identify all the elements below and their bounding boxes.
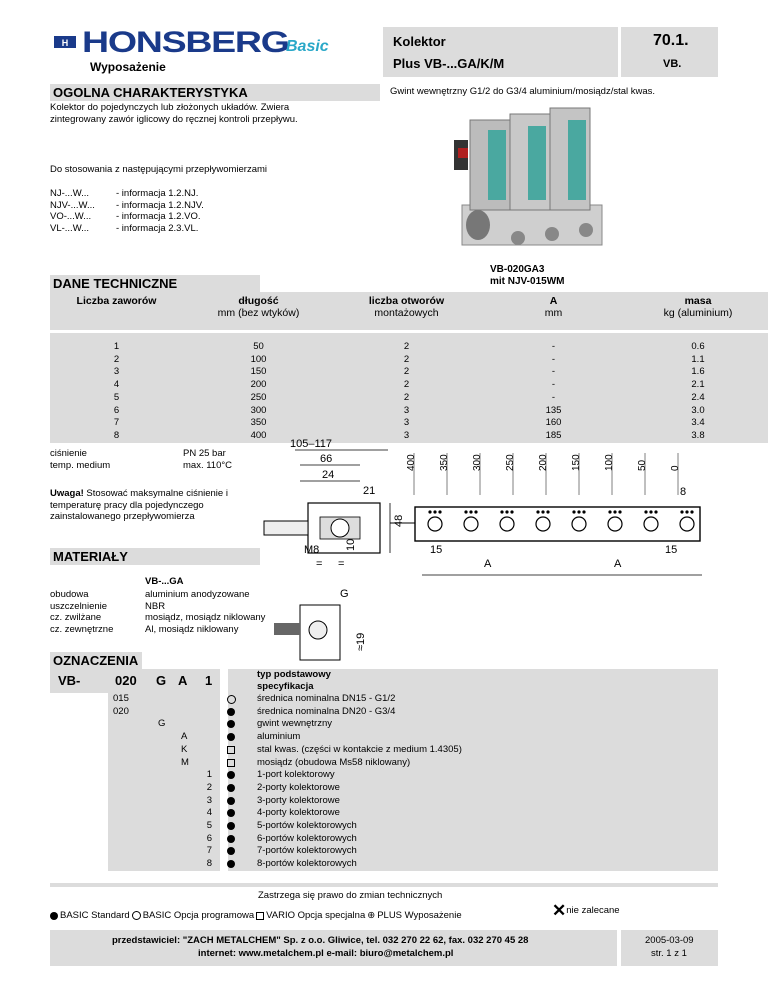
warning: Uwaga! Stosować maksymalne ciśnienie i temperaturę pracy dla pojedynczego zainstalowanego przepływomierza bbox=[50, 488, 228, 522]
code-description: 7-portów kolektorowych bbox=[257, 845, 357, 857]
code-description: aluminium bbox=[257, 731, 301, 743]
pin-dot bbox=[500, 510, 503, 513]
a-value: 185 bbox=[545, 429, 562, 441]
material-row: obudowa aluminium anodyzowane bbox=[50, 589, 250, 600]
valve-count: 8 bbox=[113, 429, 120, 441]
mass-value: 0.6 bbox=[691, 341, 705, 352]
basic-dot-icon bbox=[227, 809, 235, 822]
cells-length bbox=[185, 333, 332, 443]
code-description: 3-porty kolektorowe bbox=[257, 794, 340, 806]
valve-count: 4 bbox=[113, 379, 120, 391]
length-value: 50 bbox=[253, 341, 264, 352]
vario-square-icon bbox=[256, 912, 264, 920]
holes-value: 3 bbox=[403, 429, 410, 441]
scale-label: 300 bbox=[472, 454, 483, 471]
basic-dot-icon bbox=[50, 912, 58, 920]
code-c2: G bbox=[156, 673, 167, 688]
mass-value: 3.4 bbox=[691, 417, 705, 429]
pin-dot bbox=[505, 510, 508, 513]
option-circle-icon bbox=[227, 695, 236, 709]
cross-icon: ✕ bbox=[552, 901, 567, 920]
port-circle bbox=[428, 517, 442, 531]
cells-mass bbox=[628, 333, 768, 443]
pin-dot bbox=[433, 510, 436, 513]
header-subtitle: Wyposażenie bbox=[90, 60, 166, 74]
code-description: 5-portów kolektorowych bbox=[257, 820, 357, 831]
scale-label: 350 bbox=[439, 454, 450, 471]
doc-date: 2005-03-09 bbox=[645, 935, 694, 946]
section-tech-heading: DANE TECHNICZNE bbox=[50, 275, 260, 292]
section-materials-heading: MATERIAŁY bbox=[50, 548, 260, 565]
a-value: - bbox=[551, 366, 556, 378]
photo-caption-1: VB-020GA3 bbox=[490, 264, 545, 275]
product-model: Plus VB-...GA/K/M bbox=[393, 56, 505, 71]
col-a: A mm bbox=[481, 292, 626, 330]
code-col1: 020 bbox=[113, 705, 129, 717]
pin-dot bbox=[577, 510, 580, 513]
mass-value: 3.0 bbox=[691, 404, 705, 416]
dim-24: 24 bbox=[322, 469, 335, 481]
section-codes-heading: OZNACZENIA bbox=[50, 652, 142, 669]
pin-dot bbox=[680, 510, 683, 513]
scale-label: 400 bbox=[406, 454, 417, 471]
cells-holes bbox=[334, 333, 479, 443]
basic-dot-icon bbox=[227, 797, 235, 810]
code-description: 8-portów kolektorowych bbox=[257, 858, 357, 870]
photo-caption-2: mit NJV-015WM bbox=[490, 276, 565, 287]
code-description: 6-portów kolektorowych bbox=[257, 832, 357, 844]
pin-dot bbox=[469, 510, 472, 513]
port-circle bbox=[464, 517, 478, 531]
code-description: stal kwas. (części w kontakcie z medium 1.4305) bbox=[257, 743, 462, 755]
pin-dot bbox=[644, 510, 647, 513]
col-holes: liczba otworów montażowych bbox=[334, 292, 479, 330]
material-row: cz. zewnętrzne Al, mosiądz niklowany bbox=[50, 623, 239, 635]
port-circle bbox=[644, 517, 658, 531]
valve-count: 3 bbox=[113, 366, 120, 378]
dim-15a: 15 bbox=[430, 544, 443, 556]
code-description: 4-porty kolektorowe bbox=[257, 807, 340, 819]
logo-sub: Basic bbox=[286, 38, 329, 55]
a-value: - bbox=[551, 353, 556, 365]
rep-line-2: internet: www.metalchem.pl e-mail: biuro@metalchem.pl bbox=[198, 948, 454, 959]
code-col4: 5 bbox=[206, 820, 212, 831]
code-col4: 8 bbox=[206, 858, 212, 870]
dim-21: 21 bbox=[363, 485, 376, 497]
pin-dot bbox=[541, 510, 544, 513]
code-c4: 1 bbox=[205, 673, 213, 688]
basic-dot-icon bbox=[227, 822, 235, 835]
legend: BASIC Standard BASIC Opcja programowa VARIO Opcja specjalna ⊕ PLUS Wyposażenie bbox=[50, 910, 464, 922]
dim-10: 10 bbox=[345, 538, 357, 551]
pin-dot bbox=[428, 510, 431, 513]
pin-dot bbox=[582, 510, 585, 513]
meter-row: VO-...W... - informacja 1.2.VO. bbox=[50, 211, 201, 222]
holes-value: 2 bbox=[403, 341, 410, 352]
holes-value: 3 bbox=[403, 404, 410, 416]
mass-value: 2.4 bbox=[691, 391, 705, 403]
materials-list bbox=[50, 589, 265, 635]
port-circle bbox=[680, 517, 694, 531]
length-value: 350 bbox=[250, 417, 267, 429]
scale-label: 200 bbox=[538, 454, 549, 471]
port-circle bbox=[572, 517, 586, 531]
code-col4: 2 bbox=[206, 781, 212, 793]
code-col3: A bbox=[181, 731, 188, 743]
a-value: - bbox=[551, 379, 556, 391]
codes-typ-2: specyfikacja bbox=[257, 681, 314, 692]
code-col4: 4 bbox=[206, 807, 212, 819]
code-col4: 6 bbox=[206, 832, 212, 844]
section-general-heading: OGOLNA CHARAKTERYSTYKA bbox=[50, 84, 380, 101]
materials-col-title: VB-...GA bbox=[145, 576, 184, 587]
dim-19: ≈19 bbox=[355, 632, 367, 651]
code-col3: M bbox=[181, 756, 189, 768]
cells-a bbox=[481, 333, 626, 443]
code-description: średnica nominalna DN15 - G1/2 bbox=[257, 693, 396, 704]
basic-dot-icon bbox=[227, 771, 235, 784]
basic-dot-icon bbox=[227, 720, 235, 733]
dim-48: 48 bbox=[393, 514, 405, 527]
temp-label: temp. medium bbox=[50, 460, 111, 471]
pin-dot bbox=[649, 510, 652, 513]
tech-table bbox=[50, 292, 768, 443]
mass-value: 3.8 bbox=[691, 429, 705, 441]
scale-label: 50 bbox=[637, 459, 648, 471]
general-desc-2: zintegrowany zawór iglicowy do ręcznej kontroli przepływu. bbox=[50, 114, 298, 125]
dim-15b: 15 bbox=[665, 544, 678, 556]
codes-typ-1: typ podstawowy bbox=[257, 669, 331, 680]
scale-label: 0 bbox=[670, 465, 681, 471]
length-value: 150 bbox=[250, 366, 267, 378]
footer-bar bbox=[50, 883, 718, 887]
a-value: 135 bbox=[545, 404, 562, 416]
holes-value: 3 bbox=[403, 417, 410, 429]
vario-square-icon bbox=[227, 746, 235, 759]
dim-m8: M8 bbox=[304, 544, 320, 556]
code-description: średnica nominalna DN20 - G3/4 bbox=[257, 705, 396, 717]
col-length: długość mm (bez wtyków) bbox=[185, 292, 332, 330]
code-col2: G bbox=[158, 718, 166, 730]
valve-count: 2 bbox=[113, 353, 120, 365]
code-col4: 1 bbox=[206, 769, 212, 781]
basic-dot-icon bbox=[227, 708, 235, 721]
mass-value: 2.1 bbox=[691, 379, 705, 391]
holes-value: 2 bbox=[403, 366, 410, 378]
code-c3: A bbox=[178, 673, 188, 688]
scale-label: 250 bbox=[505, 454, 516, 471]
doc-code-sub: VB. bbox=[663, 58, 682, 70]
length-value: 200 bbox=[250, 379, 267, 391]
port-circle bbox=[536, 517, 550, 531]
port-circle bbox=[500, 517, 514, 531]
code-description: gwint wewnętrzny bbox=[257, 718, 332, 730]
use-with: Do stosowania z następującymi przepływomierzami bbox=[50, 164, 268, 175]
code-col3: K bbox=[181, 743, 188, 755]
length-value: 400 bbox=[250, 429, 267, 441]
dim-a1: A bbox=[484, 558, 492, 570]
pin-dot bbox=[608, 510, 611, 513]
pin-dot bbox=[685, 510, 688, 513]
dim-66: 66 bbox=[320, 453, 333, 465]
product-name: Kolektor bbox=[393, 34, 446, 49]
technical-drawing bbox=[260, 435, 720, 685]
dim-a2: A bbox=[614, 558, 622, 570]
pin-dot bbox=[464, 510, 467, 513]
basic-dot-icon bbox=[227, 733, 235, 746]
col-mass: masa kg (aluminium) bbox=[628, 292, 768, 330]
material-row: cz. zwilżane mosiądz, mosiądz niklowany bbox=[50, 612, 266, 623]
a-value: - bbox=[551, 341, 556, 352]
general-desc-1: Kolektor do pojedynczych lub złożonych układów. Zwiera bbox=[50, 102, 290, 113]
valve-count: 5 bbox=[113, 391, 120, 403]
pin-dot bbox=[536, 510, 539, 513]
temp-value: max. 110°C bbox=[183, 460, 233, 471]
basic-dot-icon bbox=[227, 784, 235, 797]
code-description: mosiądz (obudowa Ms58 niklowany) bbox=[257, 756, 411, 768]
pin-dot bbox=[572, 510, 575, 513]
meter-list bbox=[50, 188, 204, 234]
dim-8: 8 bbox=[680, 486, 687, 498]
dim-g: G bbox=[340, 588, 349, 600]
length-scale bbox=[406, 453, 681, 495]
code-prefix: VB- bbox=[58, 673, 81, 688]
scale-label: 100 bbox=[604, 454, 615, 471]
meter-row: VL-...W... - informacja 2.3.VL. bbox=[50, 222, 199, 234]
basic-dot-icon bbox=[227, 835, 235, 848]
product-photo bbox=[440, 100, 620, 260]
option-circle-icon bbox=[132, 911, 141, 920]
pressure-value: PN 25 bar bbox=[183, 448, 226, 459]
legend-not: ✕ nie zalecane bbox=[552, 901, 620, 920]
length-value: 300 bbox=[250, 404, 267, 416]
holes-value: 2 bbox=[403, 391, 410, 403]
pin-dot bbox=[618, 510, 621, 513]
thread-note: Gwint wewnętrzny G1/2 do G3/4 aluminium/mosiądz/stal kwas. bbox=[390, 86, 656, 97]
pin-dot bbox=[546, 510, 549, 513]
eq-2: = bbox=[338, 558, 345, 570]
reserve-note: Zastrzega się prawo do zmian technicznych bbox=[258, 890, 443, 901]
pin-dot bbox=[690, 510, 693, 513]
doc-page: str. 1 z 1 bbox=[651, 948, 687, 959]
valve-count: 1 bbox=[113, 341, 120, 352]
svg-text:H: H bbox=[61, 38, 69, 48]
code-col1: 015 bbox=[113, 693, 129, 704]
pin-dot bbox=[474, 510, 477, 513]
a-value: 160 bbox=[545, 417, 562, 429]
code-col4: 7 bbox=[206, 845, 212, 857]
rep-line-1: przedstawiciel: "ZACH METALCHEM" Sp. z o.o. Gliwice, tel. 032 270 22 62, fax. 032 270 45 28 bbox=[112, 935, 529, 946]
mass-value: 1.1 bbox=[691, 353, 705, 365]
pin-dot bbox=[438, 510, 441, 513]
a-value: - bbox=[551, 391, 556, 403]
pressure-label: ciśnienie bbox=[50, 448, 87, 459]
meter-row: NJV-...W... - informacja 1.2.NJV. bbox=[50, 199, 204, 211]
code-col4: 3 bbox=[206, 794, 212, 806]
vario-square-icon bbox=[227, 759, 235, 772]
doc-code: 70.1. bbox=[653, 32, 689, 49]
col-valves: Liczba zaworów bbox=[50, 292, 183, 330]
holes-value: 2 bbox=[403, 379, 410, 391]
cells-valves bbox=[50, 333, 183, 443]
logo-main: HONSBERG bbox=[82, 26, 289, 59]
valve-count: 6 bbox=[113, 404, 120, 416]
code-description: 1-port kolektorowy bbox=[257, 769, 335, 781]
scale-label: 150 bbox=[571, 454, 582, 471]
port-circle bbox=[608, 517, 622, 531]
length-value: 250 bbox=[250, 391, 267, 403]
pin-dot bbox=[613, 510, 616, 513]
basic-dot-icon bbox=[227, 847, 235, 860]
dim-top: 105–117 bbox=[290, 438, 333, 450]
length-value: 100 bbox=[250, 353, 267, 365]
code-c1: 020 bbox=[115, 673, 137, 688]
mass-value: 1.6 bbox=[691, 366, 705, 378]
basic-dot-icon bbox=[227, 860, 235, 873]
code-description: 2-porty kolektorowe bbox=[257, 781, 340, 793]
plus-circle-icon: ⊕ bbox=[367, 910, 376, 921]
pin-dot bbox=[510, 510, 513, 513]
holes-value: 2 bbox=[403, 353, 410, 365]
meter-row: NJ-...W... - informacja 1.2.NJ. bbox=[50, 188, 199, 199]
pin-dot bbox=[654, 510, 657, 513]
material-row: uszczelnienie NBR bbox=[50, 600, 166, 612]
valve-count: 7 bbox=[113, 417, 120, 429]
eq-1: = bbox=[316, 558, 323, 570]
